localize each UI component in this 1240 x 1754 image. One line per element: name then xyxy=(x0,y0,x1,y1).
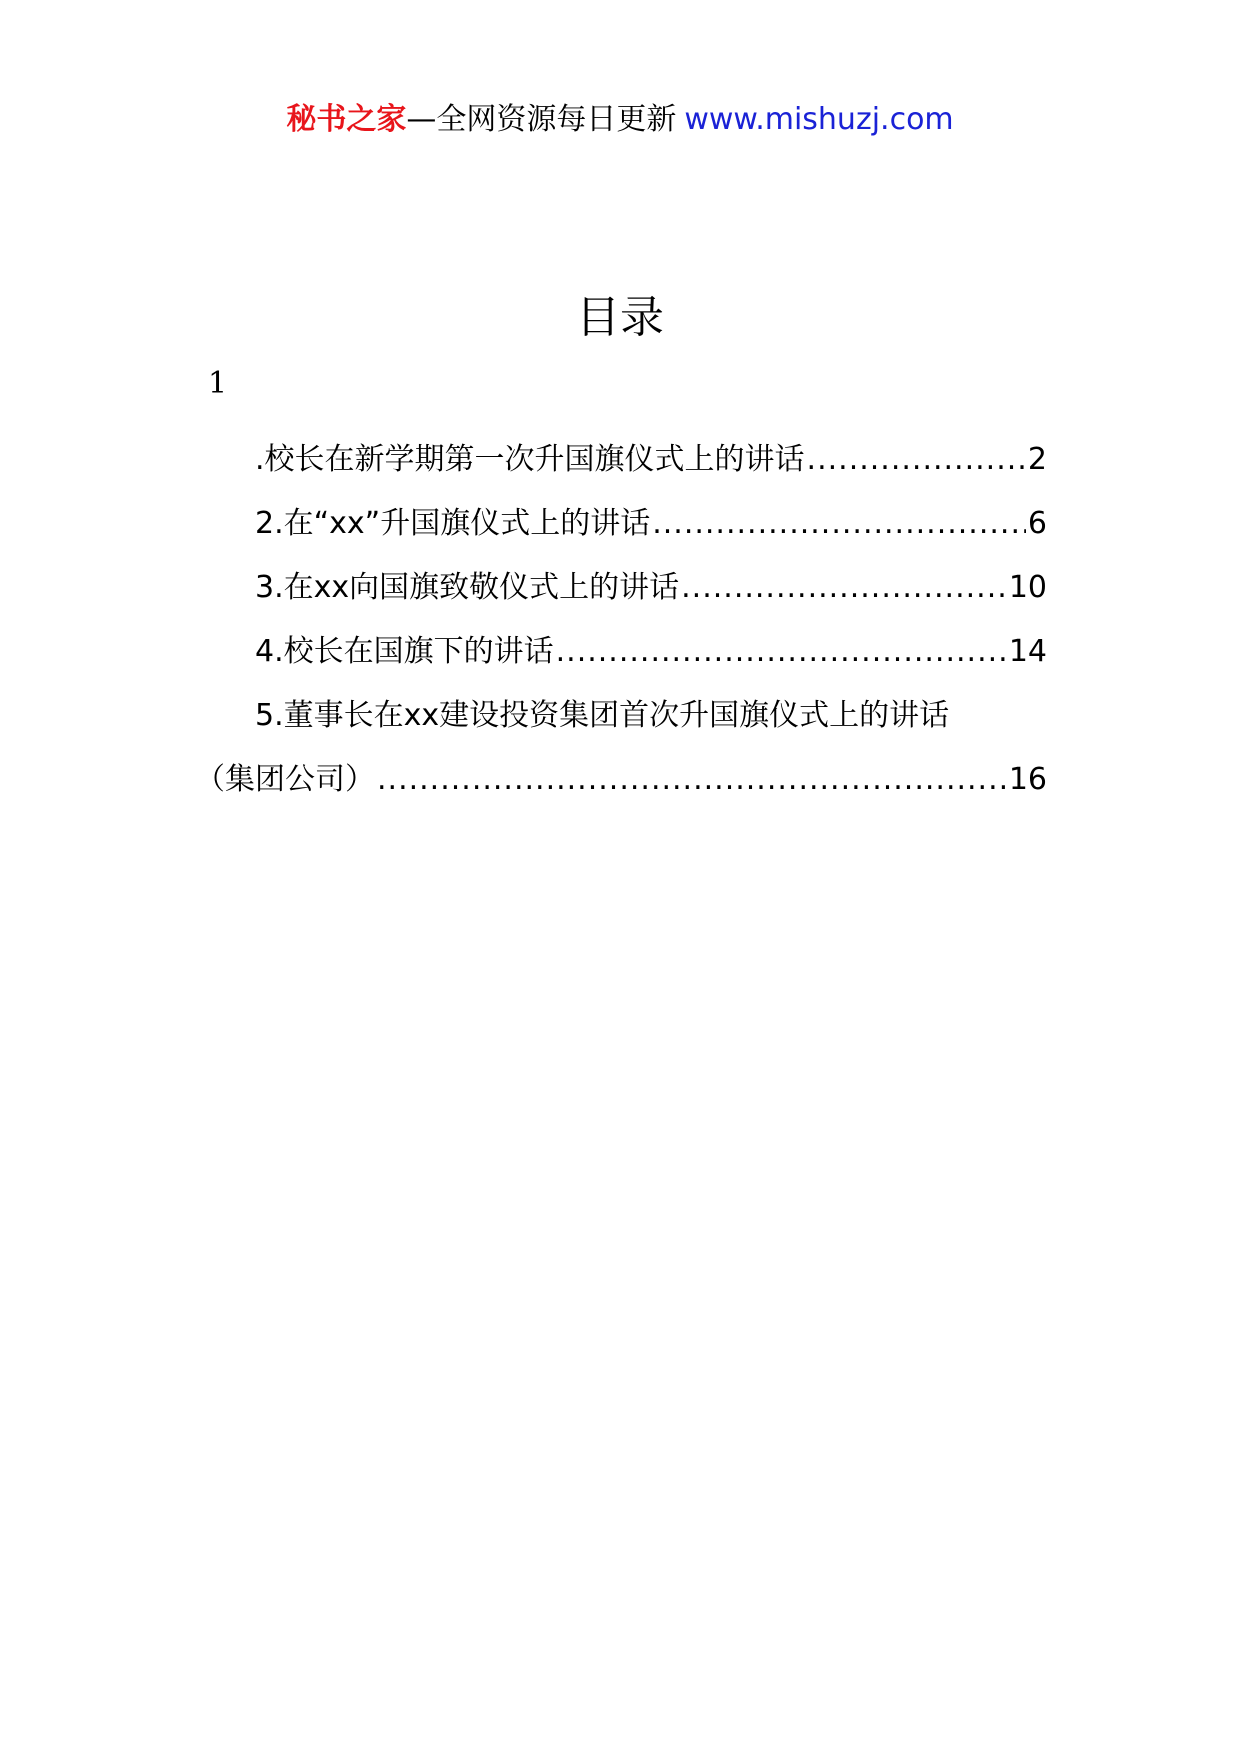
toc-entry-text: （集团公司） xyxy=(195,762,375,797)
toc-entry-text: 4.校长在国旗下的讲话 xyxy=(255,634,554,669)
toc-entry[interactable] xyxy=(195,556,1047,620)
toc-dot-leader xyxy=(807,428,1026,492)
toc-entry-text: 3.在xx向国旗致敬仪式上的讲话 xyxy=(255,570,680,605)
toc-entry[interactable] xyxy=(195,492,1047,556)
toc-entry[interactable] xyxy=(195,748,1047,812)
toc-stray-number: 1 xyxy=(208,366,228,401)
toc-title: 目录 xyxy=(576,292,664,343)
site-url-link[interactable]: www.mishuzj.com xyxy=(684,102,954,137)
toc-dot-leader xyxy=(681,556,1007,620)
table-of-contents xyxy=(195,428,1047,812)
toc-entry-text: 2.在“xx”升国旗仪式上的讲话 xyxy=(255,506,651,541)
toc-entry-page: 14 xyxy=(1008,634,1047,669)
header-tagline: —全网资源每日更新 xyxy=(406,102,677,137)
toc-entry-text: .校长在新学期第一次升国旗仪式上的讲话 xyxy=(255,442,805,477)
toc-dot-leader xyxy=(652,492,1026,556)
toc-entry-wrapped-line[interactable]: 5.董事长在xx建设投资集团首次升国旗仪式上的讲话 xyxy=(255,698,950,733)
toc-entry-page: 16 xyxy=(1008,762,1047,797)
toc-dot-leader xyxy=(556,620,1007,684)
toc-entry[interactable] xyxy=(195,620,1047,684)
toc-entry-page: 2 xyxy=(1027,442,1047,477)
toc-entry-page: 10 xyxy=(1008,570,1047,605)
toc-entry[interactable] xyxy=(195,428,1047,492)
brand-name: 秘书之家 xyxy=(286,102,407,137)
page-header xyxy=(0,100,1240,140)
toc-dot-leader xyxy=(377,748,1007,812)
toc-entry-page: 6 xyxy=(1027,506,1047,541)
